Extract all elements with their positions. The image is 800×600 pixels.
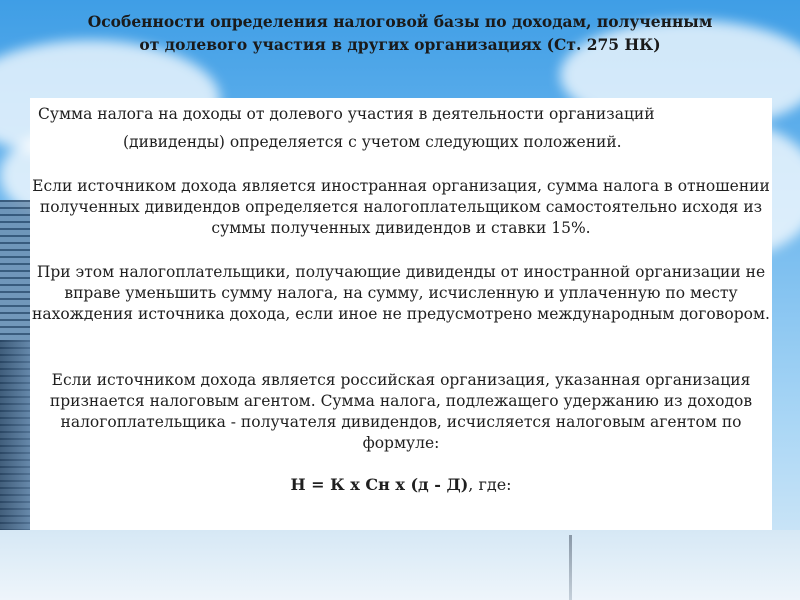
paragraph-russian-source: Если источником дохода является российская организация, указанная организация признается налоговым агентом. Сумма налога, подлежащего удержанию из доходов налогоплательщика - получателя дивидендов, исчисляется налоговым агентом по формуле: (49, 371, 753, 452)
formula: Н = К х Сн х (д - Д) (290, 475, 469, 494)
formula-line (30, 475, 772, 494)
intro-line-1: Сумма налога на доходы от долевого участия в деятельности организаций (38, 105, 655, 123)
pole-decoration (569, 535, 572, 600)
formula-tail: , где: (468, 475, 512, 494)
paragraph-no-reduction: При этом налогоплательщики, получающие дивиденды от иностранной организации не вправе уменьшить сумму налога, на сумму, исчисленную и уплаченную по месту нахождения источника дохода, если иное не предусмотрено международным договором. (32, 263, 770, 323)
content-panel (30, 98, 772, 530)
title-line-1: Особенности определения налоговой базы по доходам, полученным (87, 12, 713, 31)
intro-line-2: (дивиденды) определяется с учетом следующих положений. (123, 133, 622, 151)
slide-title (40, 10, 760, 56)
title-line-2: от долевого участия в других организациях (Ст. 275 НК) (139, 35, 661, 54)
paragraph-foreign-source: Если источником дохода является иностранная организация, сумма налога в отношении полученных дивидендов определяется налогоплательщиком самостоятельно исходя из суммы полученных дивидендов и ставки 15%. (32, 177, 770, 237)
bottom-strip (0, 530, 800, 600)
intro-text (38, 100, 768, 156)
